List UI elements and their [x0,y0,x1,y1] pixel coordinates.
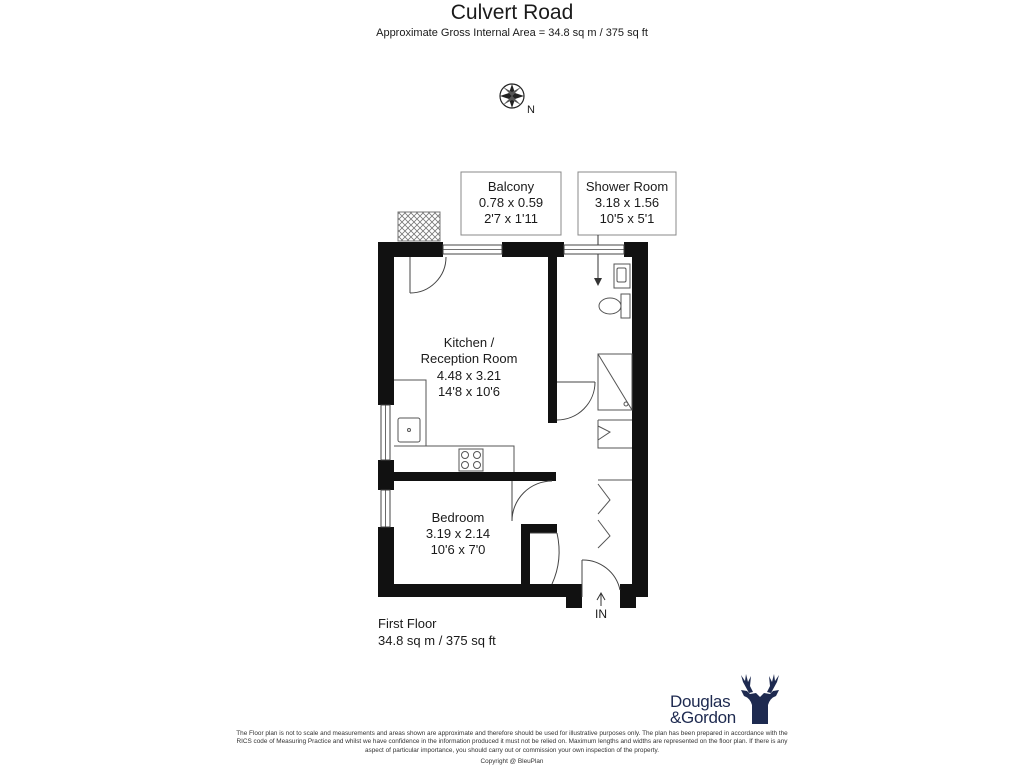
balcony-metric: 0.78 x 0.59 [478,195,544,210]
cupboard-door [530,533,559,584]
hallway-cupboards [598,420,632,548]
balcony-name: Balcony [487,179,535,194]
balcony-imperial: 2'7 x 1'11 [484,211,538,226]
logo-line-2: &Gordon [670,708,736,727]
bedroom-metric: 3.19 x 2.14 [425,526,491,541]
bedroom-imperial: 10'6 x 7'0 [430,542,486,557]
shower-room-door [557,382,595,420]
kitchen-name-line1: Kitchen / [443,335,495,350]
compass-north-label: N [527,104,535,116]
bedroom-name: Bedroom [431,510,485,525]
agency-logo-text [670,694,736,726]
entrance-arrow-icon [597,593,605,606]
plan-subtitle: Approximate Gross Internal Area = 34.8 sq m / 375 sq ft [376,27,648,39]
shower-room-imperial: 10'5 x 5'1 [599,211,655,226]
shower-tray-icon [598,354,632,410]
disclaimer-text: The Floor plan is not to scale and measurements and areas shown are approximate and therefore should be used for illustrative purposes only. The plan has been prepared in accordance with the RICS code of Measuring Practice and whilst we have confidence in the information produced it must not be relied on. Maximum lengths and widths are represented on the floor plan. If there is any aspect of particular importance, you should carry out or commission your own inspection of the property. [236,730,788,754]
entrance-door [582,560,620,597]
shower-room-metric: 3.18 x 1.56 [594,195,660,210]
window-top-kitchen [443,245,502,254]
kitchen-name-line2: Reception Room [420,351,518,366]
floor-area: 34.8 sq m / 375 sq ft [378,633,496,648]
shower-room-name: Shower Room [585,179,669,194]
plan-title: Culvert Road [450,1,574,24]
stag-logo-icon [741,674,779,724]
hob-icon [459,449,483,471]
copyright-text: Copyright @ BleuPlan [480,758,544,765]
window-left-bedroom [381,490,390,527]
bedroom-door [512,481,552,521]
floor-name: First Floor [378,616,437,631]
window-top-shower [564,245,624,254]
kitchen-imperial: 14'8 x 10'6 [437,384,501,399]
shower-room-pointer [594,235,602,286]
compass-icon [500,84,524,108]
basin-icon [614,264,630,288]
kitchen-metric: 4.48 x 3.21 [436,368,502,383]
balcony-area [398,212,440,241]
toilet-icon [599,294,630,318]
window-left-kitchen [381,405,390,460]
exterior-walls [378,242,648,608]
sink-icon [398,418,420,442]
balcony-door [410,257,446,293]
logo-line-1: Douglas [670,692,731,711]
entrance-label: IN [595,607,607,621]
